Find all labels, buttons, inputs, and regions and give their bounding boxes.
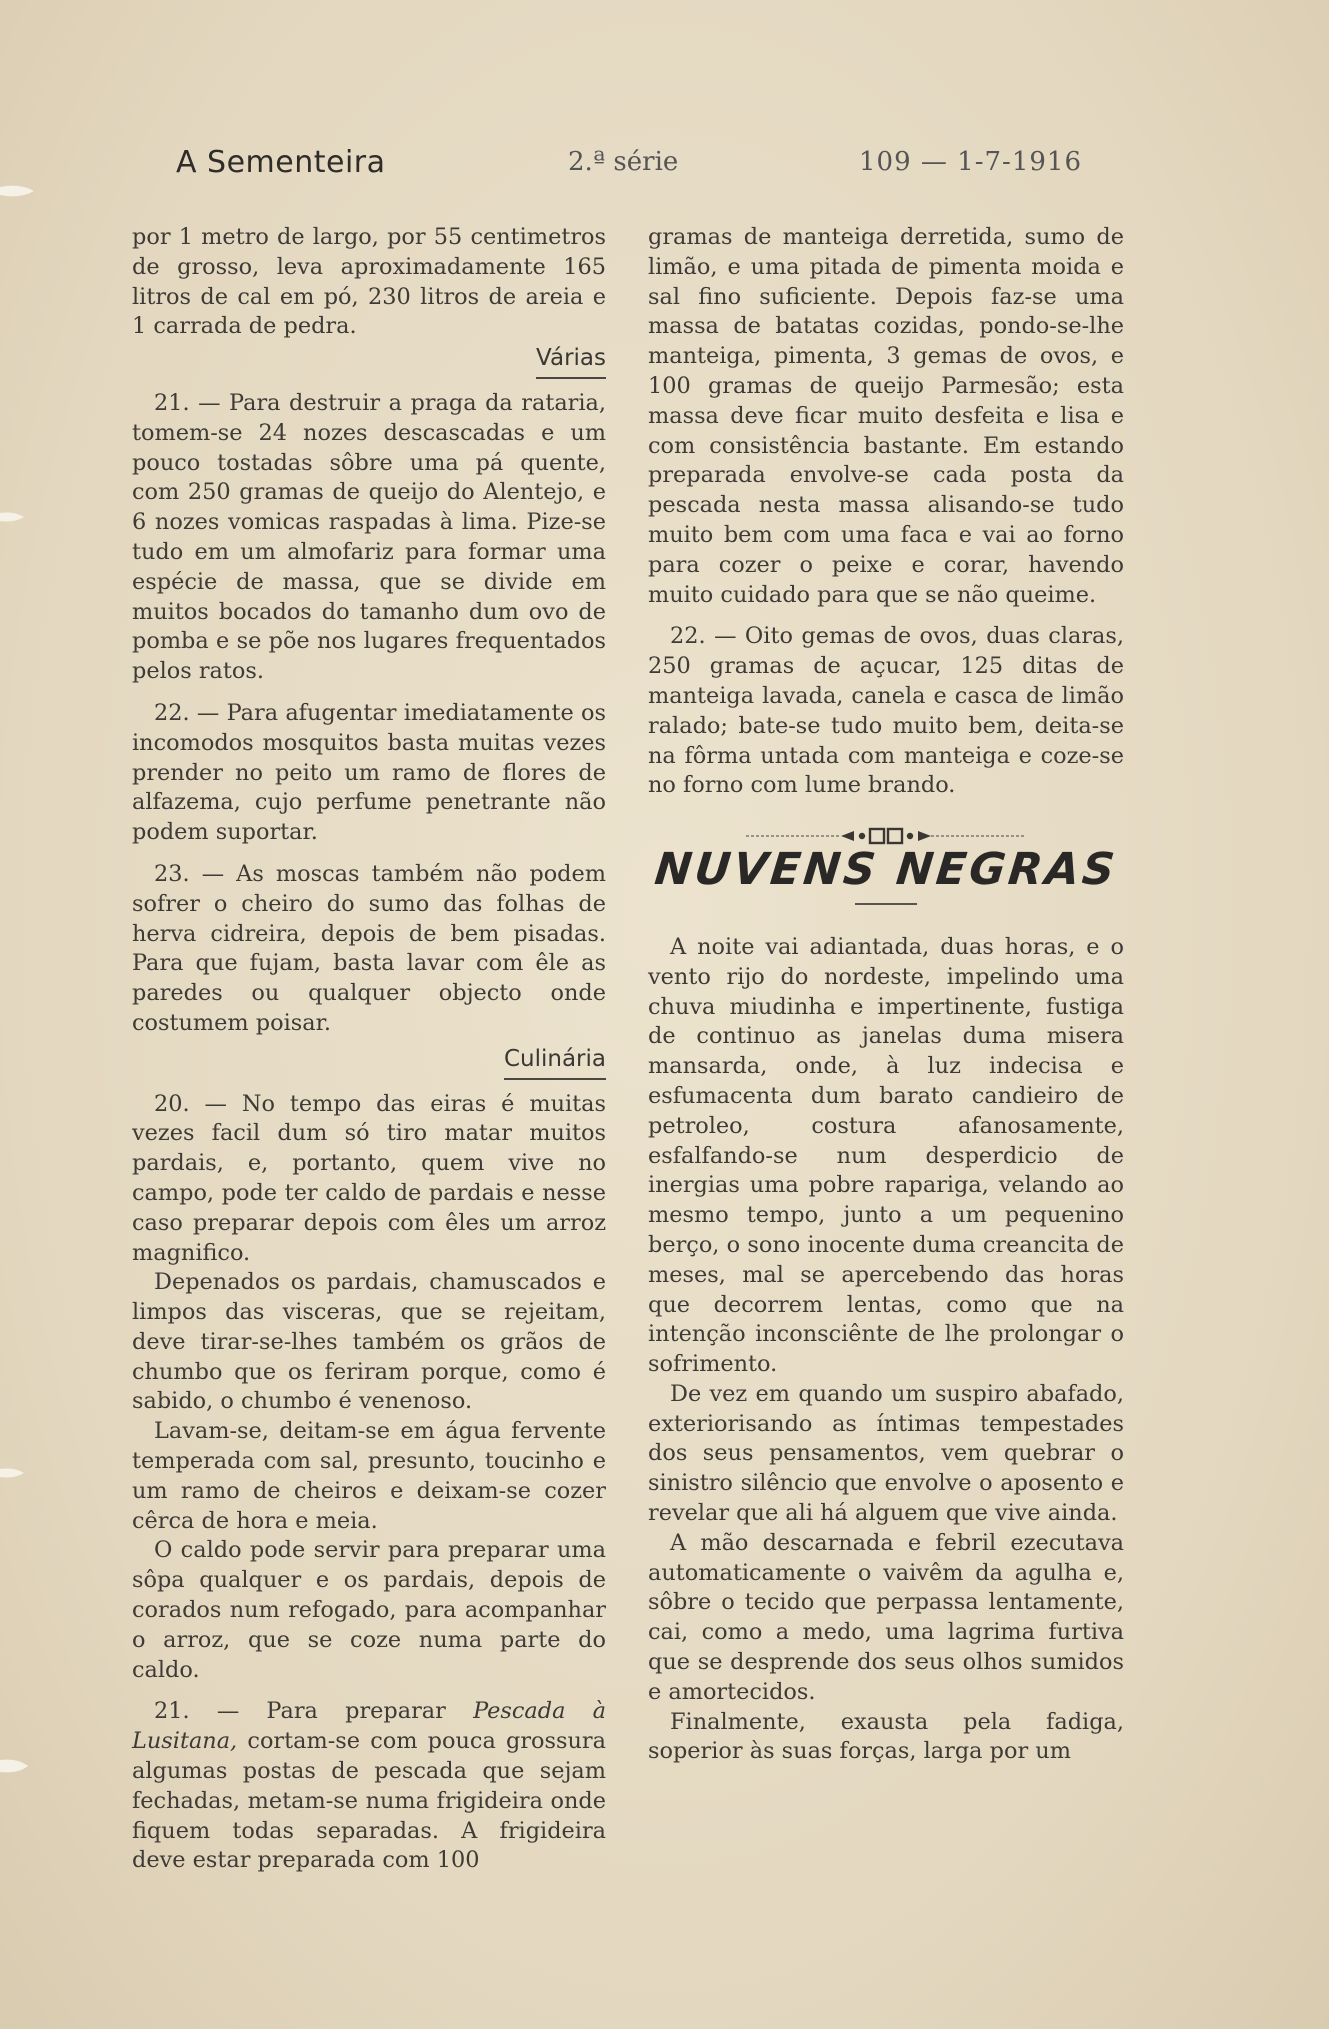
paragraph: 21. — Para destruir a praga da rataria, tomem-se 24 nozes descascadas e um pouco tostadas sôbre uma pá quente, com 250 gramas de queijo do Alentejo, e 6 nozes vomicas raspadas à lima. Pize-se tudo em um almofariz para formar uma espécie de massa, que se divide em muitos bocados do tamanho dum ovo de pomba e se põe nos lugares frequentados pelos ratos.	[132, 389, 606, 685]
paragraph: por 1 metro de largo, por 55 centimetros de grosso, leva aproximadamente 165 litros de cal em pó, 230 litros de areia e 1 carrada de pedra.	[132, 224, 606, 340]
paragraph: 22. — Para afugentar imediatamente os incomodos mosquitos basta muitas vezes prender no peito um ramo de flores de alfazema, cujo perfume penetrante não podem suportar.	[132, 699, 606, 846]
paragraph: O caldo pode servir para preparar uma sôpa qualquer e os pardais, depois de corados num refogado, para acompanhar o arroz, que se coze numa parte do caldo.	[132, 1537, 606, 1683]
paragraph: Lavam-se, deitam-se em água fervente temperada com sal, presunto, toucinho e um ramo de cheiros e deixam-se cozer cêrca de hora e meia.	[132, 1418, 606, 1534]
paragraph: A noite vai adiantada, duas horas, e o vento rijo do nordeste, impelindo uma chuva miudinha e impertinente, fustiga de continuo as janelas duma misera mansarda, onde, à luz indecisa e esfumacenta dum barato candieiro de petroleo, costura afanosamente, esfalfando-se num desperdicio de inergias uma pobre rapariga, velando ao mesmo tempo, junto a um pequenino berço, o sono inocente duma creancita de meses, mal se apercebendo das horas que decorrem lentas, como que na intenção inconsciênte de lhe prolongar o sofrimento.	[648, 933, 1124, 1378]
series-label: 2.ª série	[568, 147, 679, 177]
paragraph: 23. — As moscas também não podem sofrer o cheiro do sumo das folhas de herva cidreira, depois de bem pisadas. Para que fujam, basta lavar com êle as paredes ou qualquer objecto onde costumem poisar.	[132, 860, 606, 1036]
left-column	[132, 223, 606, 1876]
paragraph: gramas de manteiga derretida, sumo de limão, e uma pitada de pimenta moida e sal fino suficiente. Depois faz-se uma massa de batatas cozidas, pondo-se-lhe manteiga, pimenta, 3 gemas de ovos, e 100 gramas de queijo Parmesão; esta massa deve ficar muito desfeita e lisa e com consistência bastante. Em estando preparada envolve-se cada posta da pescada nesta massa alisando-se tudo muito bem com uma faca e vai ao forno para cozer o peixe e corar, havendo muito cuidado para que se não queime.	[648, 224, 1124, 608]
punch-hole-mark	[0, 183, 34, 199]
section-heading-culinaria: Culinária	[132, 1045, 606, 1080]
paragraph: Depenados os pardais, chamuscados e limpos das visceras, que se rejeitam, deve tirar-se-lhes também os grãos de chumbo que os feriram porque, como é sabido, o chumbo é venenoso.	[132, 1269, 606, 1415]
paragraph: De vez em quando um suspiro abafado, exteriorisando as íntimas tempestades dos seus pensamentos, vem quebrar o sinistro silêncio que envolve o aposento e revelar que ali há alguem que vive ainda.	[648, 1380, 1124, 1527]
section-heading-varias: Várias	[132, 344, 606, 379]
punch-hole-mark	[0, 1465, 34, 1481]
title-rule	[855, 903, 917, 905]
right-column	[648, 223, 1124, 1767]
publication-title: A Sementeira	[176, 145, 386, 180]
paragraph: 20. — No tempo das eiras é muitas vezes facil dum só tiro matar muitos pardais, e, portanto, quem vive no campo, pode ter caldo de pardais e nesse caso preparar depois com êles um arroz magnifico.	[132, 1090, 606, 1266]
punch-hole-mark	[0, 509, 34, 525]
story-title: NUVENS NEGRAS	[652, 844, 1120, 896]
paragraph: A mão descarnada e febril ezecutava automaticamente o vaivêm da agulha e, sôbre o tecido que perpassa lentamente, cai, como a medo, uma lagrima furtiva que se desprende dos seus olhos sumidos e amortecidos.	[648, 1529, 1124, 1705]
page-header	[176, 145, 1082, 185]
recipe-name: Pescada à Lusitana,	[132, 1698, 607, 1755]
paragraph: 21. — Para preparar Pescada à Lusitana, cortam-se com pouca grossura algumas postas de pescada que sejam fechadas, metam-se numa frigideira onde fiquem todas separadas. A frigideira deve estar preparada com 100	[132, 1698, 607, 1874]
paragraph: Finalmente, exausta pela fadiga, soperior às suas forças, larga por um	[648, 1708, 1124, 1765]
issue-date: 109 — 1-7-1916	[859, 147, 1082, 177]
paragraph: 22. — Oito gemas de ovos, duas claras, 250 gramas de açucar, 125 ditas de manteiga lavada, canela e casca de limão ralado; bate-se tudo muito bem, deita-se na fôrma untada com manteiga e coze-se no forno com lume brando.	[648, 623, 1124, 799]
punch-hole-mark	[0, 1758, 34, 1774]
